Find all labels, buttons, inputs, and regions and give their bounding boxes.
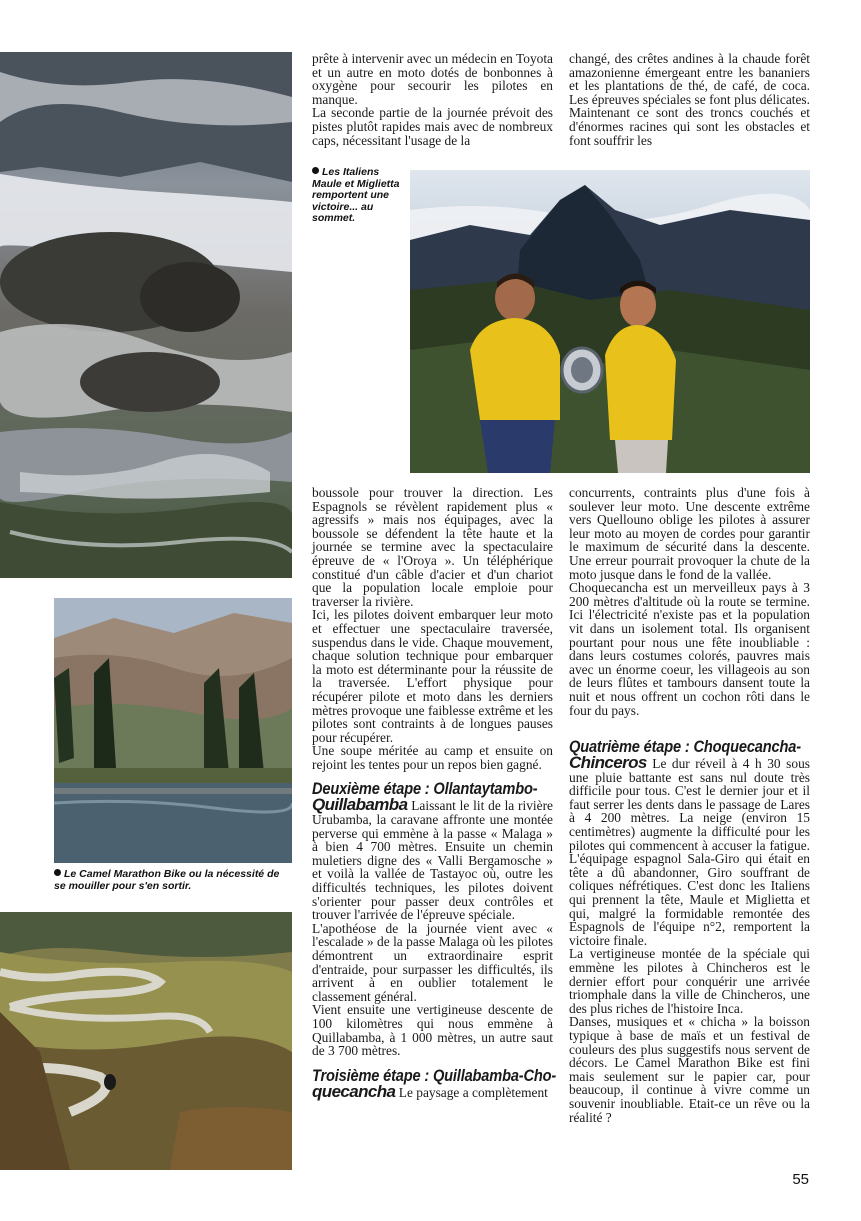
river-valley-photo (54, 598, 292, 863)
paragraph (312, 795, 553, 923)
paragraph: La vertigineuse montée de la spéciale qui emmène les pilotes à Chincheros est le dernier effort pour conquérir une arrivée triomphale dans la ville de Chincheros, une des plus riches de l'histoire Inca. (569, 946, 810, 1016)
camel-caption: Le Camel Marathon Bike ou la nécessité de se mouiller pour s'en sortir. (54, 868, 280, 892)
paragraph (569, 753, 810, 948)
paragraph (312, 1081, 553, 1101)
paragraph: Danses, musiques et « chicha » la boisson typique à base de maïs et un festival de couleurs des plus suggestifs nous servent de décors. Le Camel Marathon Bike est fini mais seulement sur le papier car, pour beaucoup, il continue à vivre comme un souvenir inoubliable. Etait-ce un rêve ou la réalité ? (569, 1014, 810, 1125)
paragraph: Une soupe méritée au camp et ensuite on rejoint les tentes pour un repos bien gagné. (312, 743, 553, 772)
heading-line: Chinceros (569, 753, 647, 773)
paragraph-text: Le dur réveil à 4 h 30 sous une pluie battante est sans nul doute très difficile pour tous. C'est le dernier jour et il faut serrer les dents dans le passage de Lares à 4 200 mètres. La neige (environ 15 centimètres) augmente la difficulté pour les pilotes qui commencent à accuser la fatigue. L'équipage espagnol Sala-Giro qui était en tête a dû abandonner, Giro souffrant de coliques néfrétiques. C'est donc les Italiens qui prennent la tête, Maule et Miglietta et qui, malgré la formidable remontée des Espagnols de l'équipe n°2, remportent la victoire finale. (569, 756, 810, 948)
column-a-bottom (312, 485, 557, 1101)
heading-line: Quatrième étape : Choquecancha- (569, 737, 801, 757)
snowy-mountain-rocks-photo (0, 52, 292, 578)
heading-line: Troisième étape : Quillabamba-Cho- (312, 1065, 557, 1085)
heading-line: Quillabamba (312, 795, 408, 815)
heading-line: Deuxième étape : Ollantaytambo- (312, 779, 538, 799)
paragraph: Vient ensuite une vertigineuse descente de 100 kilomètres qui nous emmène à Quillabamba, à 1 000 mètres, un autre saut de 3 700 mètres. (312, 1002, 553, 1059)
paragraph: Ici, les pilotes doivent embarquer leur moto et effectuer une spectaculaire traversée, suspendus dans le vide. Chaque mouvement, chaque solution technique pour embarquer la moto est déterminante pour la réussite de la traversée. L'effort physique pour récupérer pilote et moto dans les derniers mètres provoque une faiblesse extrême et les pilotes sont contraints à de longues pauses pour récupérer. (312, 607, 553, 745)
paragraph-text: Le paysage a complètement (398, 1084, 548, 1100)
paragraph: concurrents, contraints plus d'une fois à soulever leur moto. Une descente extrême vers Quellouno oblige les pilotes à assurer leur moto au moyen de cordes pour garantir le maximum de sécurité dans la descente. Une erreur pourrait provoquer la chute de la moto jusque dans le fond de la vallée. (569, 485, 810, 582)
section-heading-3 (312, 1065, 557, 1085)
column-b-top (569, 52, 810, 147)
paragraph: changé, des crêtes andines à la chaude forêt amazonienne émergeant entre les bananiers et les plantations de thé, de café, de coca. Les épreuves spéciales se font plus délicates. Maintenant ce sont des troncs couchés et d'énormes racines qui sont les obstacles et font souffrir les (569, 51, 810, 148)
italians-caption: Les Italiens Maule et Miglietta remportent une victoire... au sommet. (312, 166, 400, 224)
paragraph: La seconde partie de la journée prévoit des pistes plutôt rapides mais avec de nombreux caps, nécessitant l'usage de la (312, 105, 553, 148)
bullet-icon (312, 167, 319, 174)
column-b-bottom (569, 486, 810, 1124)
page-number: 55 (792, 1171, 809, 1188)
paragraph: prête à intervenir avec un médecin en Toyota et un autre en moto dotés de bonbonnes à oxygène pour secourir les pilotes en manque. (312, 51, 553, 107)
winding-mountain-road-photo (0, 912, 292, 1170)
bullet-icon (54, 869, 61, 876)
paragraph: Choquecancha est un merveilleux pays à 3 200 mètres d'altitude où la route se termine. Ici l'électricité n'existe pas et la population vit dans un isolement total. Ils organisent pourtant pour nous une fête inoubliable : dans leurs costumes colorés, pauvres mais avec un énorme coeur, les villageois au son de leurs flûtes et tambours dansent toute la nuit et nous offrent un cochon rôti dans le four du pays. (569, 580, 810, 718)
section-heading-2 (312, 779, 553, 798)
column-a-top (312, 52, 553, 147)
section-heading-4 (569, 737, 810, 756)
heading-line: quecancha (312, 1081, 396, 1101)
paragraph-text: Laissant le lit de la rivière Urubamba, la caravane affronte une montée perverse qui emmène à la passe « Malaga » à bien 4 700 mètres. Ensuite un chemin muletiers digne des « Valli Bergamosche » et voilà la vallée de Tastayoc où, outre les difficultés techniques, les pilotes doivent s'orienter pour passer deux contrôles et trouver l'arrivée de l'épreuve spéciale. (312, 798, 553, 923)
paragraph: boussole pour trouver la direction. Les Espagnols se révèlent rapidement plus « agressifs » mais nos équipages, avec la boussole se défendent la tête haute et la journée se termine avec la spectaculaire épreuve de « l'Oroya ». Un téléphérique constitué d'un câble d'acier et d'un chariot que la population locale emploie pour traverser la rivière. (312, 485, 553, 609)
two-riders-with-trophy-at-summit-photo (410, 170, 810, 473)
paragraph: L'apothéose de la journée vient avec « l'escalade » de la passe Malaga où les pilotes démontrent un extraordinaire esprit d'entraide, pour surpasser les difficultés, ils arrivent à en oublier totalement le classement général. (312, 920, 553, 1004)
